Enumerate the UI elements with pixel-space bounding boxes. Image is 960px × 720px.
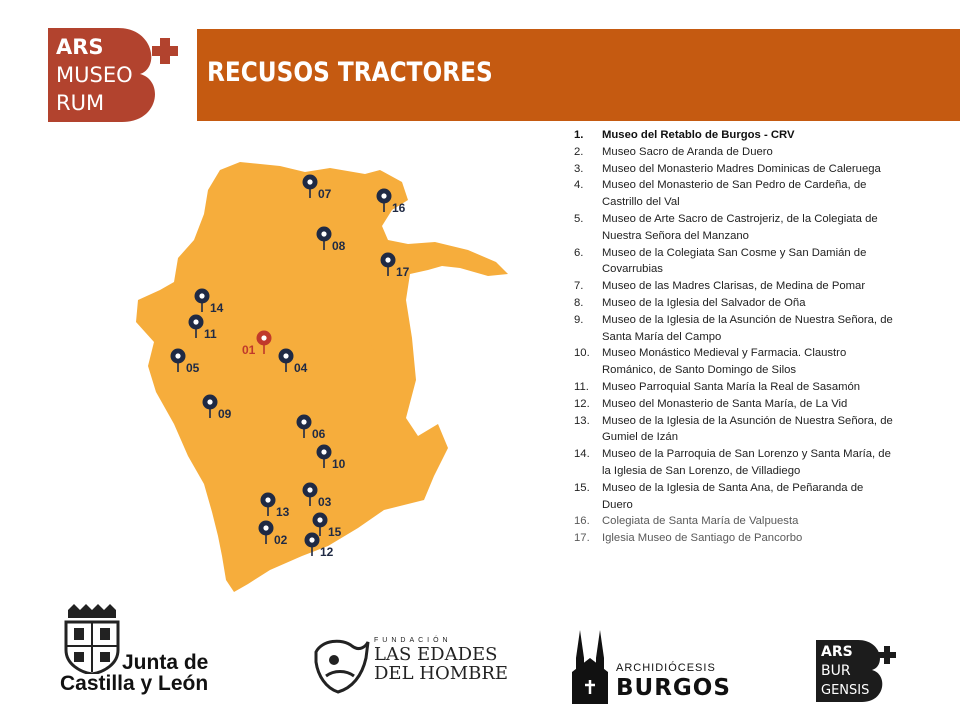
map-pin-dot [283,353,288,358]
museum-name: Museo Sacro de Aranda de Duero [602,145,773,158]
museum-number: 9. [574,313,584,326]
map-pin-label: 15 [328,525,342,539]
map-pin-dot [317,517,322,522]
header-bar [197,29,960,121]
map-pin-dot [307,487,312,492]
svg-text:BUR: BUR [821,663,851,679]
museum-number: 11. [574,380,589,393]
museum-number: 10. [574,347,590,360]
map-pin-label: 02 [274,533,288,547]
museum-number: 4. [574,179,584,192]
museum-list-item [574,127,894,144]
map-pin-dot [321,449,326,454]
edades-emblem-icon [312,636,370,696]
edades-line1: LAS EDADES [374,644,498,665]
museum-list-item [574,161,894,178]
map-pin-label: 10 [332,457,346,471]
ars-museorum-logo [48,28,196,122]
museum-name: Museo de las Madres Clarisas, de Medina de Pomar [602,280,866,293]
museum-number: 16. [574,515,590,528]
map-pin-label: 12 [320,545,334,559]
museum-name: Museo de la Iglesia de la Asunción de Nuestra Señora, de Santa María del Campo [602,313,893,343]
museum-list [574,127,894,547]
svg-text:ARS: ARS [56,35,104,59]
museum-list-item [574,144,894,161]
map-pin-label: 07 [318,187,332,201]
museum-list-item [574,379,894,396]
museum-name: Museo de la Iglesia de la Asunción de Nuestra Señora, de Gumiel de Izán [602,414,893,444]
cathedral-icon [568,628,612,704]
museum-list-item [574,480,894,514]
museum-name: Museo de la Parroquia de San Lorenzo y Santa María, de la Iglesia de San Lorenzo, de Villadiego [602,448,891,477]
edades-small-text: FUNDACIÓN [374,637,452,644]
museum-number: 7. [574,280,584,293]
museum-list-item [574,530,894,547]
burgos-big-text: BURGOS [616,675,731,701]
museum-list-item [574,211,894,245]
map-pin-dot [301,419,306,424]
museum-list-item [574,396,894,413]
junta-line1: Junta de [122,651,209,674]
museum-list-item [574,177,894,211]
junta-line2: Castilla y León [60,672,209,695]
page-title: RECUSOS TRACTORES [207,57,493,88]
map-pin-dot [307,179,312,184]
map-pin-label: 16 [392,201,406,215]
museum-list-item [574,312,894,346]
map-pin-dot [265,497,270,502]
map-pin-label: 11 [204,327,217,341]
map-pin-dot [175,353,180,358]
province-shape [136,162,508,592]
museum-list-item [574,446,894,480]
museum-name: Museo del Retablo de Burgos - CRV [602,129,795,141]
map-pin-label: 06 [312,427,326,441]
museum-number: 3. [574,162,584,175]
map-pin-label: 13 [276,505,290,519]
map-pin-dot [207,399,212,404]
burgos-small-text: ARCHIDIÓCESIS [616,662,716,674]
map-pin-dot [193,319,198,324]
burgos-map [130,160,520,600]
museum-list-item [574,345,894,379]
museum-name: Colegiata de Santa María de Valpuesta [602,515,799,528]
museum-list-item [574,295,894,312]
map-pin-label: 08 [332,239,346,253]
museum-number: 17. [574,532,590,545]
map-pin-dot [321,231,326,236]
map-pin-label: 09 [218,407,232,421]
museum-number: 1. [574,129,584,141]
svg-text:MUSEO: MUSEO [56,63,133,87]
museum-number: 12. [574,397,590,410]
museum-name: Museo de la Iglesia del Salvador de Oña [602,296,806,309]
map-svg [130,160,520,600]
museum-list-item [574,413,894,447]
junta-castilla-leon-logo [60,604,220,702]
svg-text:RUM: RUM [56,91,105,115]
museum-name: Museo de la Iglesia de Santa Ana, de Peñaranda de Duero [602,481,864,511]
museum-name: Museo Monástico Medieval y Farmacia. Claustro Románico, de Santo Domingo de Silos [602,347,847,377]
map-pin-dot [199,293,204,298]
edades-line2: DEL HOMBRE [374,663,509,684]
museum-name: Museo de la Colegiata San Cosme y San Damián de Covarrubias [602,246,867,276]
coat-of-arms-icon [60,604,120,674]
museum-list-item [574,278,894,295]
svg-text:GENSIS: GENSIS [821,683,870,698]
museum-list-item [574,513,894,530]
map-pin-label: 05 [186,361,200,375]
museum-number: 8. [574,296,584,309]
museum-number: 5. [574,212,584,225]
museum-name: Museo del Monasterio Madres Dominicas de Caleruega [602,162,881,175]
map-pin-dot [309,537,314,542]
map-pin-label: 14 [210,301,224,315]
museum-number: 13. [574,414,590,427]
map-pin-label: 03 [318,495,332,509]
map-pin-label: 01 [242,343,256,357]
museum-name: Museo Parroquial Santa María la Real de Sasamón [602,380,861,393]
museum-number: 15. [574,481,590,494]
map-pin-dot [385,257,390,262]
ars-burgensis-logo [816,640,896,702]
map-pin-dot [261,335,266,340]
museum-number: 6. [574,246,584,259]
map-pin-dot [263,525,268,530]
map-pin-label: 04 [294,361,308,375]
museum-number: 14. [574,448,590,461]
fundacion-edades-hombre-logo [312,636,509,700]
map-pin-dot [381,193,386,198]
museum-name: Museo de Arte Sacro de Castrojeriz, de la Colegiata de Nuestra Señora del Manzano [602,212,878,242]
museum-name: Museo del Monasterio de Santa María, de La Vid [602,397,848,410]
museum-number: 2. [574,145,584,158]
map-pin-label: 17 [396,265,410,279]
archidiocesis-burgos-logo [568,628,731,704]
museum-list-item [574,245,894,279]
museum-name: Iglesia Museo de Santiago de Pancorbo [602,532,803,545]
museum-name: Museo del Monasterio de San Pedro de Cardeña, de Castrillo del Val [602,179,867,209]
svg-text:ARS: ARS [821,644,853,660]
